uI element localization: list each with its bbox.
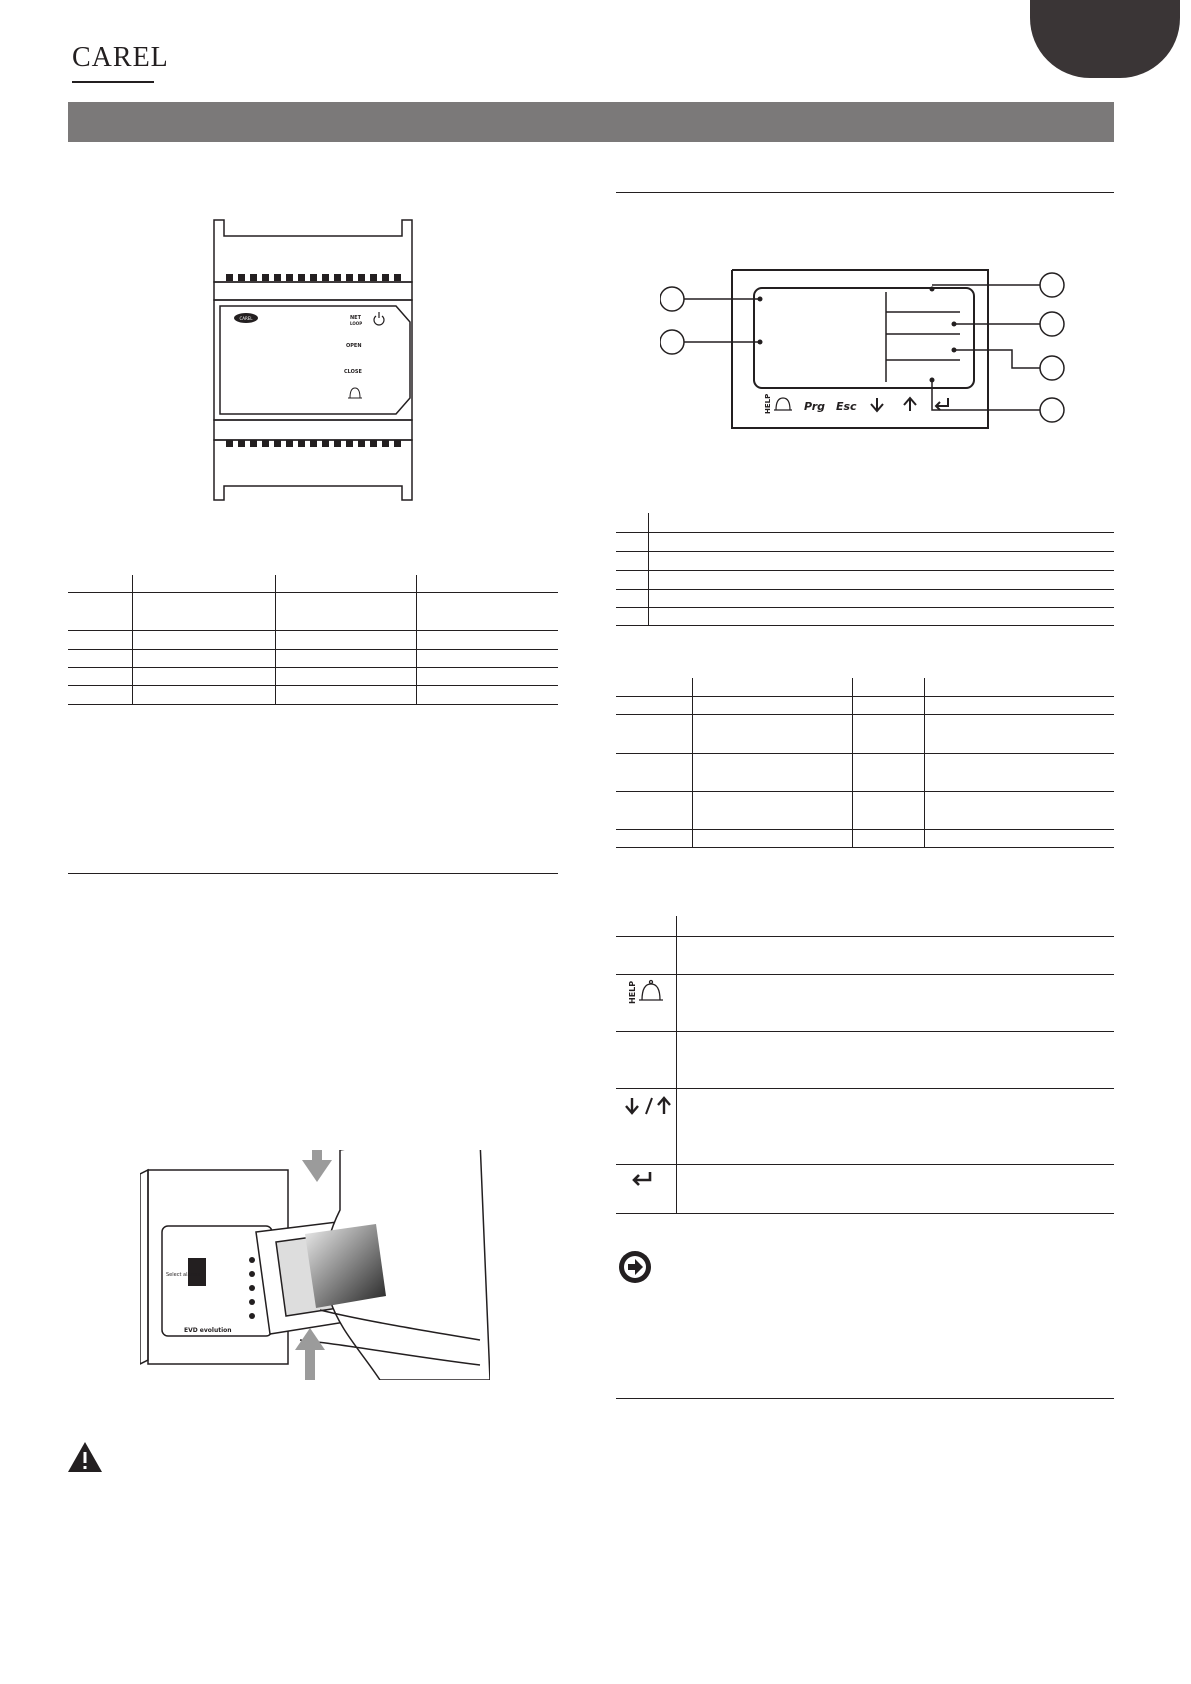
display-diagram bbox=[660, 262, 1080, 432]
bell-icon bbox=[348, 388, 362, 398]
tableC-rule bbox=[616, 1088, 1114, 1089]
arrow-keys-icon bbox=[624, 1096, 672, 1116]
prg-key-label: Prg bbox=[804, 400, 826, 413]
tableB-divider-3 bbox=[924, 678, 925, 848]
help-key-label: HELP bbox=[764, 393, 772, 414]
tableC-rule bbox=[616, 1031, 1114, 1032]
enter-icon bbox=[630, 1170, 654, 1188]
tableA-rule bbox=[616, 589, 1114, 590]
section-banner bbox=[68, 102, 1114, 142]
led-net-label: NET bbox=[350, 315, 362, 321]
section-rule-right-bottom bbox=[616, 1398, 1114, 1399]
tableA-rule bbox=[616, 570, 1114, 571]
help-key-text: HELP bbox=[628, 980, 637, 1004]
device-badge-text: CAREL bbox=[239, 316, 253, 321]
power-icon bbox=[374, 312, 384, 325]
tableC-rule bbox=[616, 974, 1114, 975]
tableB-rule bbox=[616, 753, 1114, 754]
push-arrow-top bbox=[302, 1150, 332, 1182]
tableA-bottom-rule bbox=[616, 625, 1114, 626]
section-rule-right-top bbox=[616, 192, 1114, 193]
chapter-tab bbox=[1030, 0, 1180, 78]
section-rule-left bbox=[68, 873, 558, 874]
arrow-up-icon bbox=[658, 1098, 670, 1114]
warning-triangle-icon bbox=[66, 1440, 104, 1474]
tableB-rule bbox=[616, 791, 1114, 792]
led-close-label: CLOSE bbox=[344, 369, 362, 375]
tableC-divider bbox=[676, 916, 677, 1214]
logo-text: CAREL bbox=[72, 42, 169, 73]
tableA-rule bbox=[616, 607, 1114, 608]
arrow-down-icon bbox=[871, 398, 883, 411]
display-installation-illustration bbox=[140, 1150, 490, 1380]
logo-underline bbox=[72, 81, 154, 83]
table1-bottom-rule bbox=[68, 704, 558, 705]
arrow-up-icon bbox=[904, 398, 916, 411]
tableB-rule bbox=[616, 696, 1114, 697]
tableB-rule bbox=[616, 829, 1114, 830]
tableB-divider-1 bbox=[692, 678, 693, 848]
bell-icon bbox=[774, 398, 792, 410]
arrow-down-icon bbox=[626, 1098, 638, 1113]
table1-row-rule bbox=[68, 667, 558, 668]
tableB-divider-2 bbox=[852, 678, 853, 848]
table1-row-rule bbox=[68, 630, 558, 631]
table1-row-rule bbox=[68, 685, 558, 686]
tableA-rule bbox=[616, 551, 1114, 552]
tableB-rule bbox=[616, 714, 1114, 715]
table1-row-rule bbox=[68, 649, 558, 650]
push-arrow-bottom bbox=[295, 1328, 325, 1380]
device-front-drawing bbox=[210, 218, 416, 502]
led-loop-label: LOOP bbox=[350, 321, 363, 326]
illustration-display-text: Select alarms bbox=[166, 1272, 200, 1278]
enter-icon bbox=[936, 398, 948, 410]
carel-logo bbox=[72, 42, 169, 84]
esc-key-label: Esc bbox=[836, 400, 857, 413]
led-open-label: OPEN bbox=[346, 343, 362, 349]
tableC-rule bbox=[616, 1164, 1114, 1165]
tableA-rule bbox=[616, 532, 1114, 533]
tableC-rule bbox=[616, 936, 1114, 937]
table1-header-rule bbox=[68, 592, 558, 593]
bell-icon bbox=[639, 981, 663, 1001]
tableB-bottom-rule bbox=[616, 847, 1114, 848]
arrow-right-circle-icon bbox=[618, 1250, 652, 1284]
illustration-model-text: EVD evolution bbox=[184, 1327, 232, 1334]
tableC-bottom-rule bbox=[616, 1213, 1114, 1214]
help-alarm-key-icon bbox=[626, 978, 668, 1006]
